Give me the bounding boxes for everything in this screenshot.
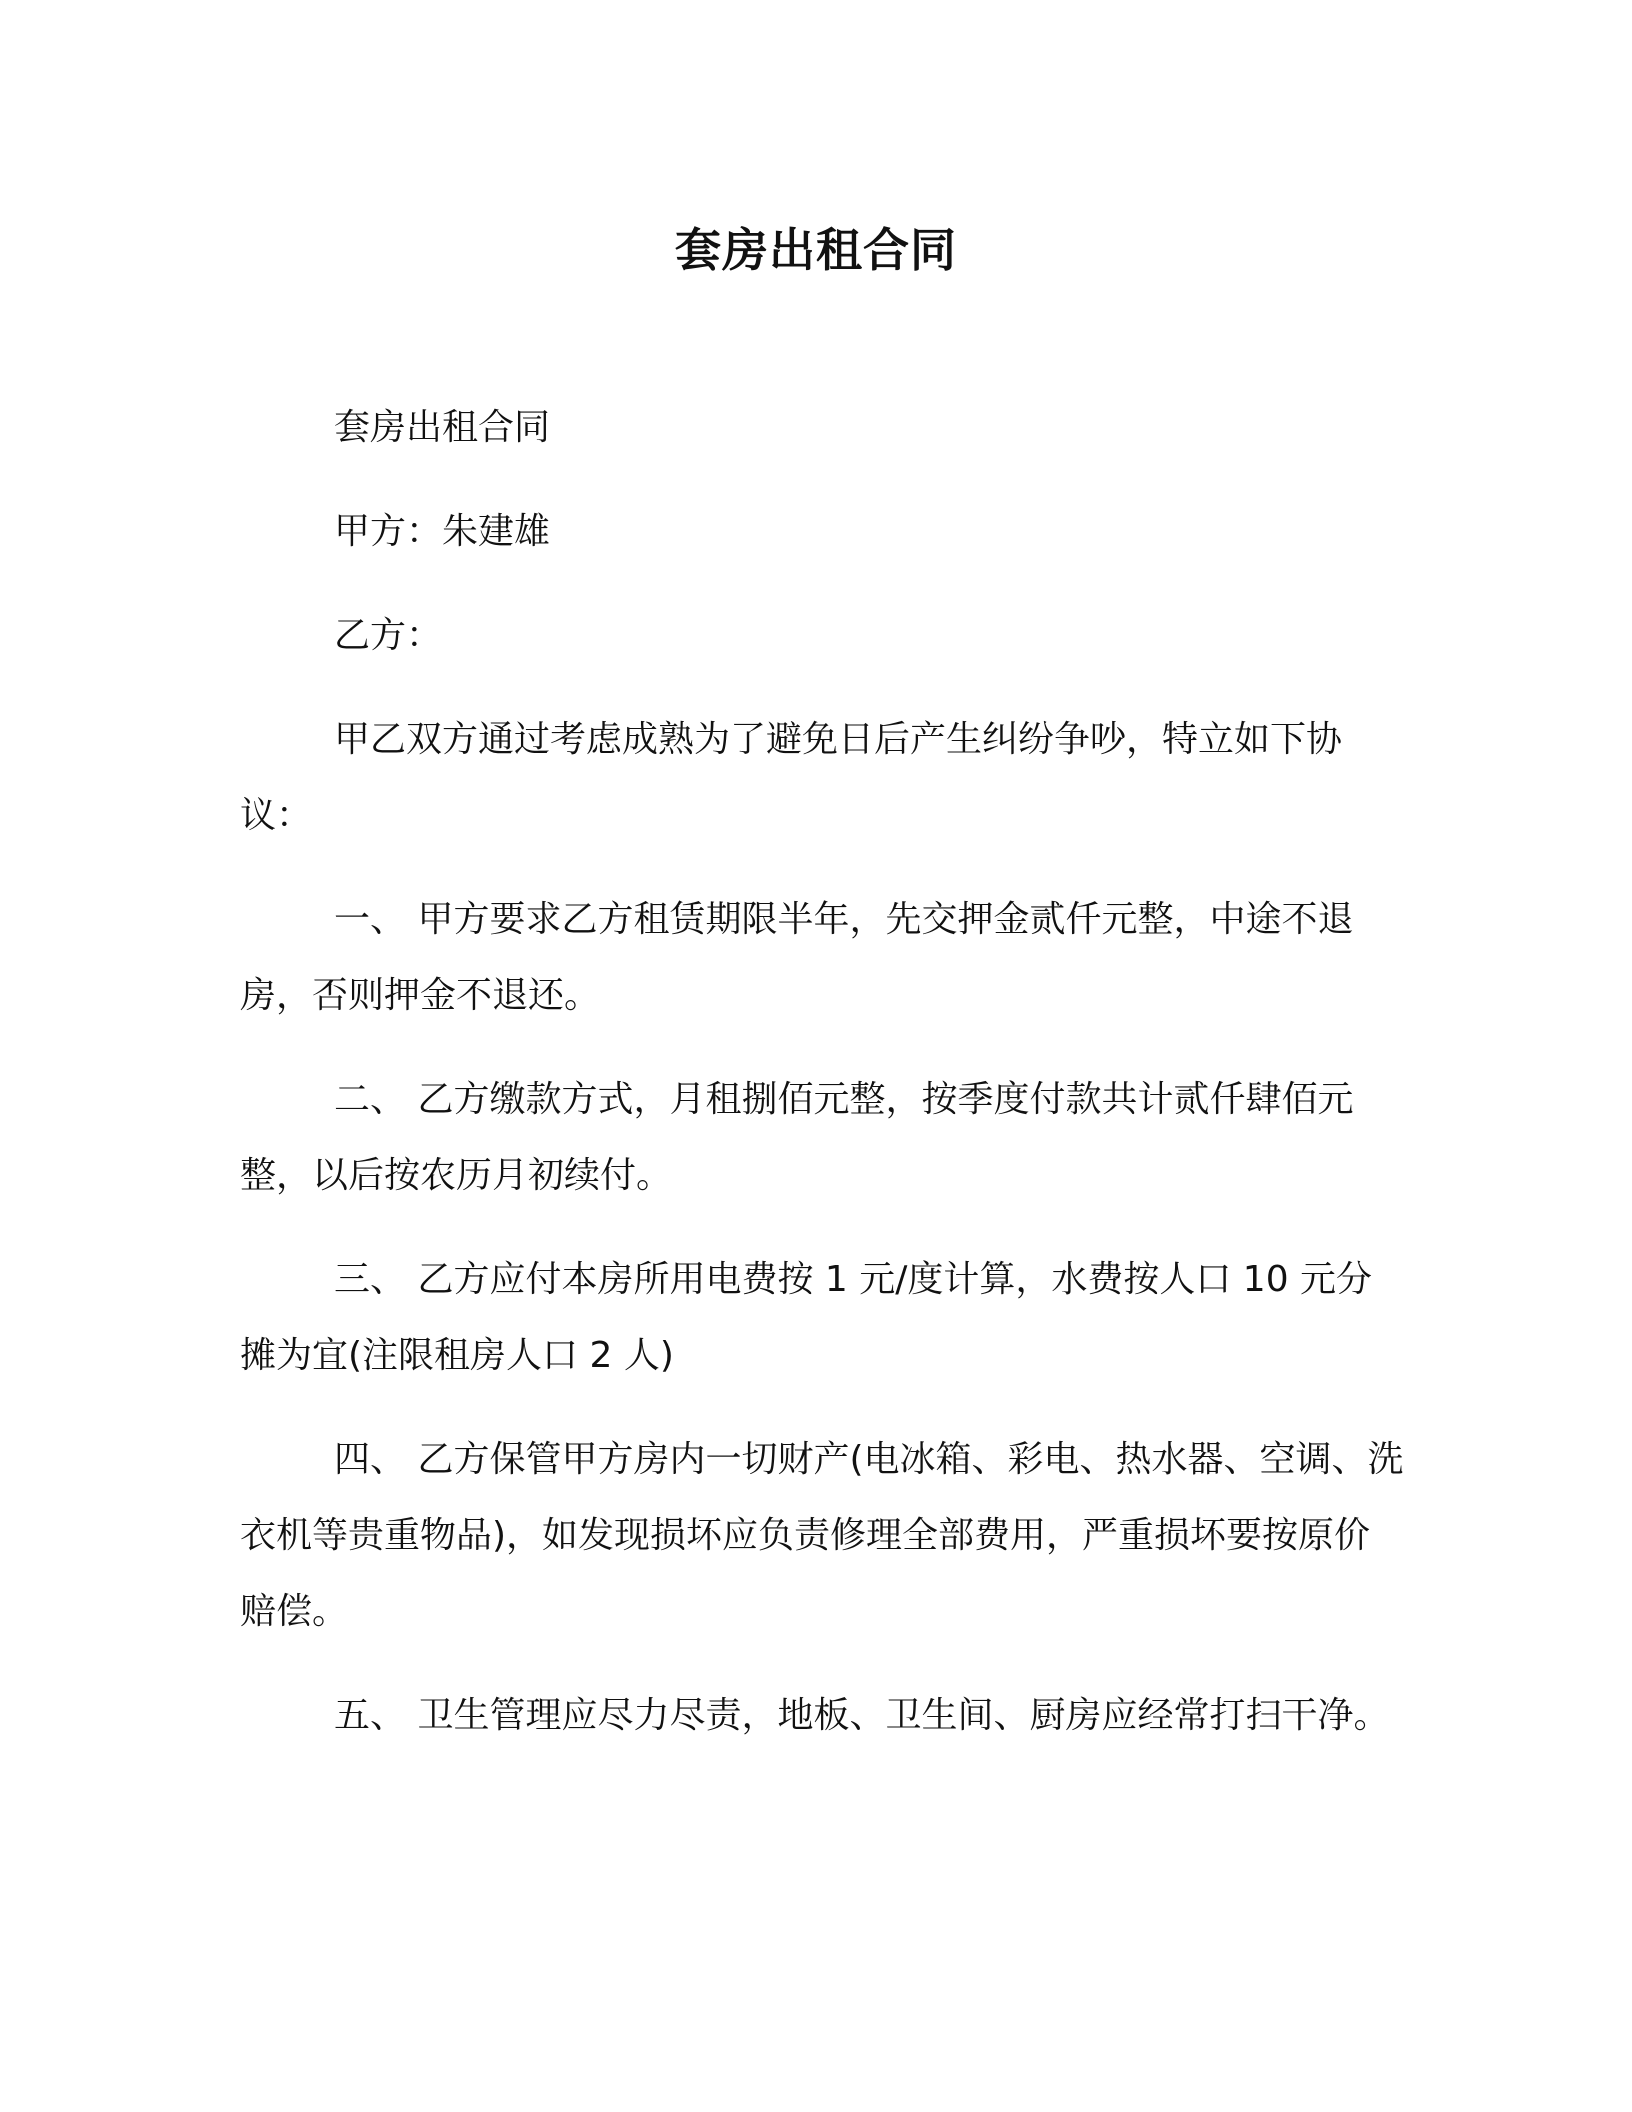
party-a-line: 甲方：朱建雄 <box>334 511 551 552</box>
contract-subtitle: 套房出租合同 <box>334 407 551 448</box>
contract-body <box>240 390 1406 1782</box>
page-title: 套房出租合同 <box>675 223 957 277</box>
clause-5: 五、 卫生管理应尽力尽责，地板、卫生间、厨房应经常打扫干净。 <box>334 1695 1390 1736</box>
clause-2: 二、 乙方缴款方式，月租捌佰元整，按季度付款共计贰仟肆佰元整，以后按农历月初续付。 <box>240 1079 1354 1196</box>
clause-1: 一、 甲方要求乙方租赁期限半年，先交押金贰仟元整，中途不退房，否则押金不退还。 <box>240 899 1354 1016</box>
party-b-line: 乙方： <box>334 615 443 656</box>
clause-4: 四、 乙方保管甲方房内一切财产(电冰箱、彩电、热水器、空调、洗衣机等贵重物品)，如发现损坏应负责修理全部费用，严重损坏要按原价赔偿。 <box>240 1439 1404 1632</box>
clause-3: 三、 乙方应付本房所用电费按 1 元/度计算，水费按人口 10 元分摊为宜(注限租房人口 2 人) <box>240 1259 1373 1376</box>
intro-paragraph: 甲乙双方通过考虑成熟为了避免日后产生纠纷争吵，特立如下协议： <box>240 719 1343 836</box>
